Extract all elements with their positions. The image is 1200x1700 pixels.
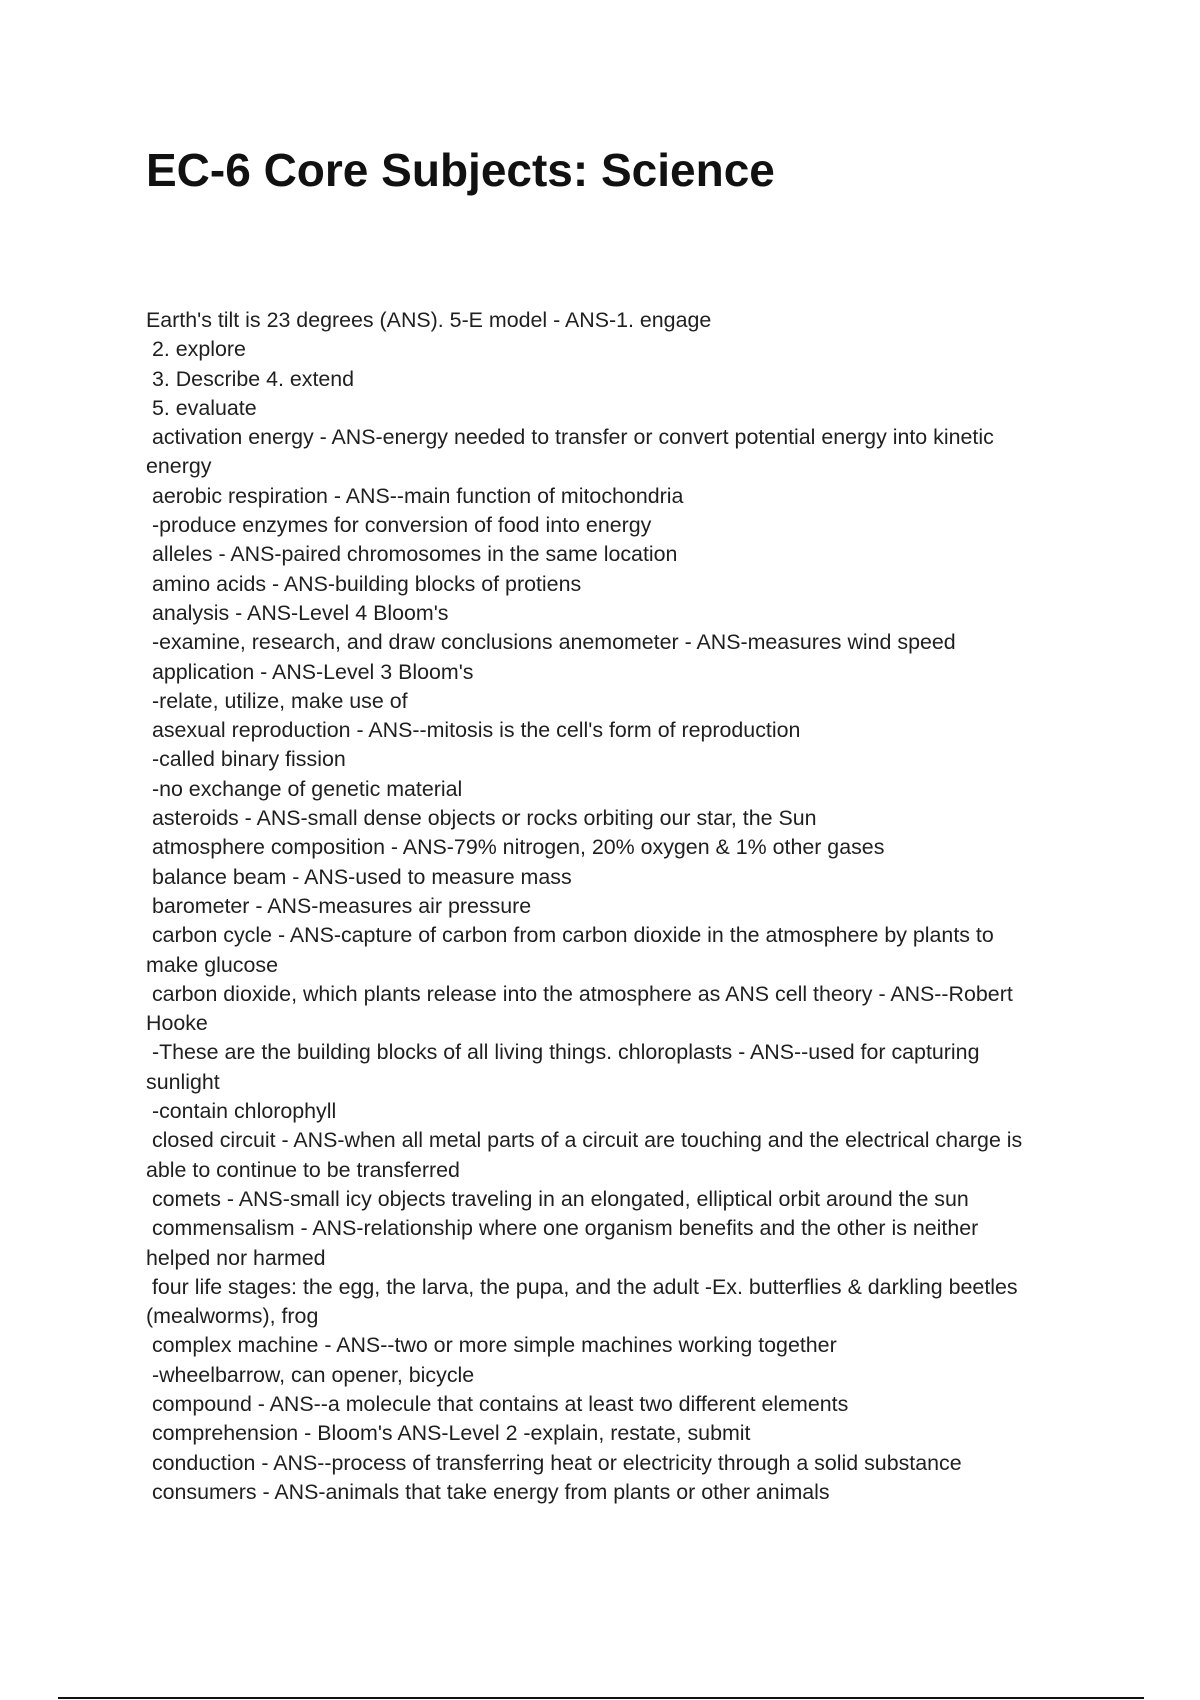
text-line: -wheelbarrow, can opener, bicycle	[146, 1362, 475, 1387]
text-line: Earth's tilt is 23 degrees (ANS). 5-E model - ANS-1. engage	[146, 308, 712, 332]
text-line: amino acids - ANS-building blocks of protiens	[146, 571, 582, 596]
text-line: asteroids - ANS-small dense objects or rocks orbiting our star, the Sun	[146, 806, 817, 831]
text-line: consumers - ANS-animals that take energy from plants or other animals	[146, 1479, 830, 1504]
text-line: analysis - ANS-Level 4 Bloom's	[146, 600, 449, 625]
text-line: commensalism - ANS-relationship where one organism benefits and the other is neither	[146, 1216, 979, 1241]
text-line: sunlight	[146, 1069, 220, 1094]
text-line: carbon cycle - ANS-capture of carbon from carbon dioxide in the atmosphere by plants to	[146, 923, 994, 948]
text-line: Hooke	[146, 1011, 208, 1036]
text-line: -contain chlorophyll	[146, 1099, 337, 1124]
text-line: 3. Describe 4. extend	[146, 366, 355, 391]
text-line: aerobic respiration - ANS--main function of mitochondria	[146, 483, 684, 508]
text-line: activation energy - ANS-energy needed to transfer or convert potential energy into kinetic	[146, 425, 994, 450]
text-line: alleles - ANS-paired chromosomes in the same location	[146, 542, 678, 567]
text-line: comprehension - Bloom's ANS-Level 2 -explain, restate, submit	[146, 1421, 751, 1446]
text-line: compound - ANS--a molecule that contains at least two different elements	[146, 1391, 849, 1416]
text-line: -called binary fission	[146, 747, 346, 772]
text-line: 2. explore	[146, 337, 246, 362]
text-line: atmosphere composition - ANS-79% nitrogen, 20% oxygen & 1% other gases	[146, 835, 885, 860]
text-line: conduction - ANS--process of transferring heat or electricity through a solid substance	[146, 1450, 962, 1475]
text-line: barometer - ANS-measures air pressure	[146, 893, 532, 918]
footer-divider	[58, 1697, 1144, 1699]
text-line: 5. evaluate	[146, 395, 257, 420]
text-line: able to continue to be transferred	[146, 1157, 460, 1182]
text-line: four life stages: the egg, the larva, the pupa, and the adult -Ex. butterflies & darkling beetles	[146, 1274, 1018, 1299]
text-line: -produce enzymes for conversion of food into energy	[146, 513, 652, 538]
text-line: helped nor harmed	[146, 1245, 326, 1270]
text-line: balance beam - ANS-used to measure mass	[146, 864, 572, 889]
text-line: -examine, research, and draw conclusions anemometer - ANS-measures wind speed	[146, 630, 956, 655]
text-line: complex machine - ANS--two or more simple machines working together	[146, 1333, 837, 1358]
text-line: asexual reproduction - ANS--mitosis is the cell's form of reproduction	[146, 718, 801, 743]
text-line: -These are the building blocks of all living things. chloroplasts - ANS--used for capturing	[146, 1040, 980, 1065]
document-body	[146, 306, 1071, 1507]
text-line: carbon dioxide, which plants release into the atmosphere as ANS cell theory - ANS--Robert	[146, 981, 1013, 1006]
text-line: comets - ANS-small icy objects traveling in an elongated, elliptical orbit around the sun	[146, 1186, 969, 1211]
text-line: application - ANS-Level 3 Bloom's	[146, 659, 474, 684]
text-line: -relate, utilize, make use of	[146, 688, 408, 713]
text-line: -no exchange of genetic material	[146, 776, 463, 801]
text-line: (mealworms), frog	[146, 1304, 319, 1329]
page-title: EC-6 Core Subjects: Science	[146, 144, 775, 196]
text-line: energy	[146, 454, 212, 479]
text-line: closed circuit - ANS-when all metal parts of a circuit are touching and the electrical charge is	[146, 1128, 1023, 1153]
text-line: make glucose	[146, 952, 278, 977]
